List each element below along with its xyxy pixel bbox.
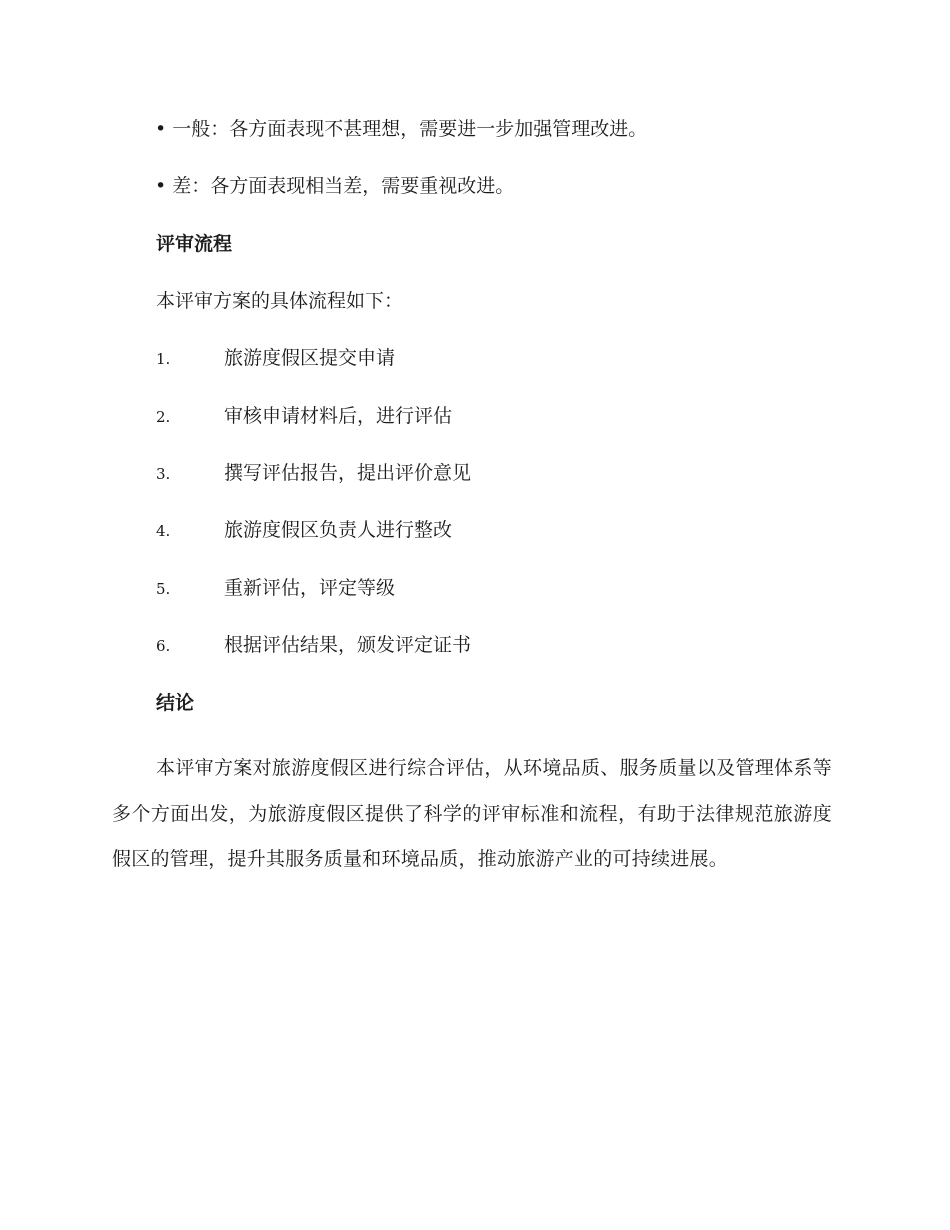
- step-number: 1.: [156, 350, 171, 368]
- step-number: 6.: [156, 637, 171, 655]
- process-step: [156, 404, 656, 428]
- step-text: 重新评估，评定等级: [224, 577, 396, 599]
- step-text: 根据评估结果，颁发评定证书: [224, 634, 472, 656]
- process-step: [156, 633, 656, 657]
- conclusion-paragraph: 本评审方案对旅游度假区进行综合评估，从环境品质、服务质量以及管理体系等多个方面出发，为旅游度假区提供了科学的评审标准和流程，有助于法律规范旅游度假区的管理，提升其服务质量和环境品质，推动旅游产业的可持续进展。: [112, 757, 832, 870]
- step-text: 撰写评估报告，提出评价意见: [224, 462, 472, 484]
- process-step: [156, 346, 656, 370]
- process-step: [156, 518, 656, 542]
- step-number: 4.: [156, 522, 171, 540]
- process-step: [156, 576, 656, 600]
- process-intro: 本评审方案的具体流程如下：: [156, 290, 404, 312]
- step-text: 审核申请材料后，进行评估: [224, 405, 453, 427]
- section-heading-conclusion: 结论: [156, 692, 195, 714]
- step-text: 旅游度假区提交申请: [224, 347, 396, 369]
- step-number: 2.: [156, 408, 171, 426]
- bullet-item-poor: • 差：各方面表现相当差，需要重视改进。: [155, 175, 515, 197]
- step-number: 5.: [156, 580, 171, 598]
- bullet-item-average: • 一般：各方面表现不甚理想，需要进一步加强管理改进。: [155, 118, 648, 140]
- process-step: [156, 461, 656, 485]
- section-heading-process: 评审流程: [156, 233, 233, 255]
- step-number: 3.: [156, 465, 171, 483]
- step-text: 旅游度假区负责人进行整改: [224, 519, 453, 541]
